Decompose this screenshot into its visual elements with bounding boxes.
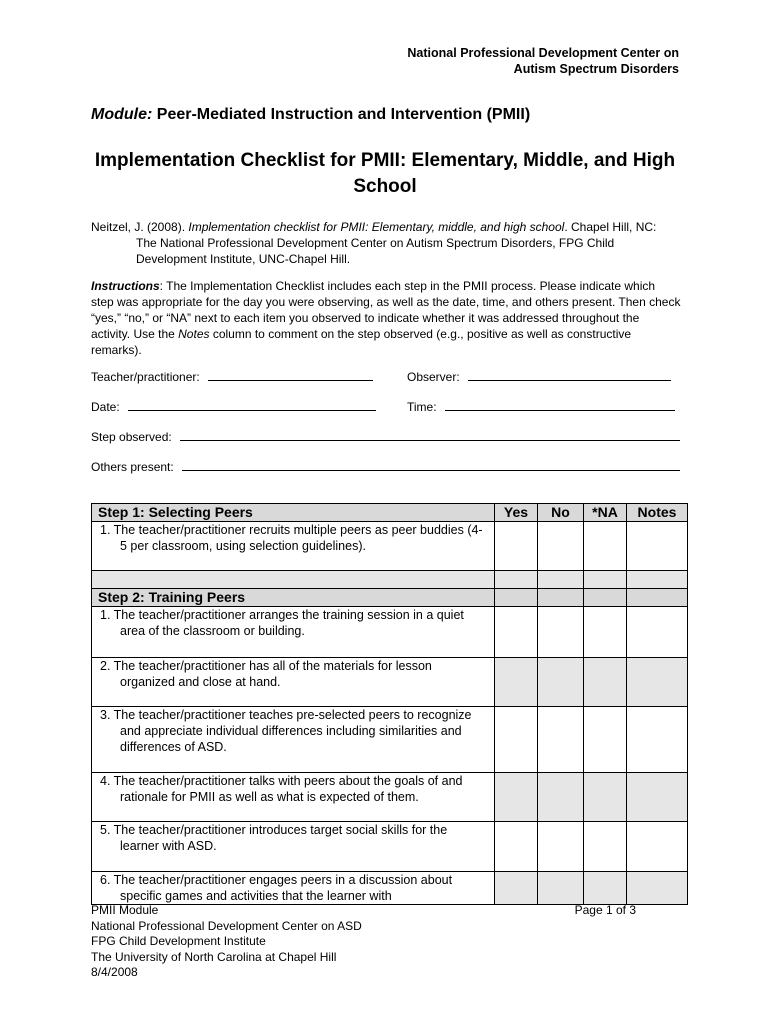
spacer-cell bbox=[92, 571, 495, 589]
na-cell[interactable] bbox=[584, 872, 627, 905]
date-line[interactable] bbox=[128, 398, 376, 411]
step-2-header-row bbox=[92, 589, 688, 607]
page-number: Page 1 of 3 bbox=[574, 903, 636, 917]
header-blank-cell bbox=[495, 589, 538, 607]
others-present-label: Others present: bbox=[91, 460, 174, 474]
module-label: Module: bbox=[91, 106, 153, 123]
time-line[interactable] bbox=[445, 398, 675, 411]
table-row bbox=[92, 872, 688, 905]
step-2-title: Step 2: Training Peers bbox=[92, 589, 495, 607]
table-row bbox=[92, 822, 688, 872]
no-cell[interactable] bbox=[538, 607, 584, 658]
table-row bbox=[92, 707, 688, 773]
footer bbox=[91, 903, 362, 981]
observer-field[interactable] bbox=[407, 368, 671, 384]
date-label: Date: bbox=[91, 400, 120, 414]
spacer-cell bbox=[627, 571, 688, 589]
no-cell[interactable] bbox=[538, 707, 584, 773]
notes-cell[interactable] bbox=[627, 522, 688, 571]
notes-cell[interactable] bbox=[627, 822, 688, 872]
header-blank-cell bbox=[627, 589, 688, 607]
item-cell bbox=[92, 522, 495, 571]
footer-line-3: FPG Child Development Institute bbox=[91, 934, 266, 948]
instructions bbox=[91, 278, 681, 358]
yes-cell[interactable] bbox=[495, 607, 538, 658]
yes-cell[interactable] bbox=[495, 872, 538, 905]
table-row bbox=[92, 773, 688, 822]
footer-line-2: National Professional Development Center on ASD bbox=[91, 918, 362, 933]
module-name: Peer-Mediated Instruction and Intervention (PMII) bbox=[156, 106, 531, 123]
item-text: 4. The teacher/practitioner talks with peers about the goals of and rationale for PMII as well as what is expected of them. bbox=[100, 774, 463, 804]
table-row bbox=[92, 658, 688, 707]
item-text: 2. The teacher/practitioner has all of the materials for lesson organized and close at hand. bbox=[100, 659, 432, 689]
notes-cell[interactable] bbox=[627, 658, 688, 707]
organization-header bbox=[339, 45, 679, 77]
col-notes-header: Notes bbox=[627, 504, 688, 522]
observer-label: Observer: bbox=[407, 370, 460, 384]
date-field[interactable] bbox=[91, 398, 376, 414]
implementation-checklist-table bbox=[91, 503, 688, 905]
others-present-line[interactable] bbox=[182, 458, 680, 471]
item-text: 1. The teacher/practitioner arranges the training session in a quiet area of the classroom or building. bbox=[100, 608, 464, 638]
spacer-cell bbox=[538, 571, 584, 589]
table-row bbox=[92, 607, 688, 658]
item-text: 6. The teacher/practitioner engages peers in a discussion about specific games and activities that the learner with bbox=[100, 873, 453, 903]
spacer-row bbox=[92, 571, 688, 589]
footer-line-1: PMII Module bbox=[91, 903, 159, 917]
item-cell bbox=[92, 773, 495, 822]
step-observed-label: Step observed: bbox=[91, 430, 172, 444]
step-observed-line[interactable] bbox=[180, 428, 680, 441]
col-na-header: *NA bbox=[584, 504, 627, 522]
na-cell[interactable] bbox=[584, 773, 627, 822]
no-cell[interactable] bbox=[538, 773, 584, 822]
no-cell[interactable] bbox=[538, 872, 584, 905]
notes-cell[interactable] bbox=[627, 707, 688, 773]
notes-cell[interactable] bbox=[627, 607, 688, 658]
yes-cell[interactable] bbox=[495, 822, 538, 872]
page-title: Implementation Checklist for PMII: Elementary, Middle, and High School bbox=[94, 150, 676, 197]
module-heading bbox=[91, 106, 530, 124]
col-no-header: No bbox=[538, 504, 584, 522]
footer-line-5: 8/4/2008 bbox=[91, 965, 138, 979]
notes-cell[interactable] bbox=[627, 773, 688, 822]
item-cell bbox=[92, 822, 495, 872]
no-cell[interactable] bbox=[538, 658, 584, 707]
item-cell bbox=[92, 607, 495, 658]
yes-cell[interactable] bbox=[495, 658, 538, 707]
instructions-label: Instructions bbox=[91, 279, 160, 293]
yes-cell[interactable] bbox=[495, 707, 538, 773]
spacer-cell bbox=[495, 571, 538, 589]
spacer-cell bbox=[584, 571, 627, 589]
step-1-header-row bbox=[92, 504, 688, 522]
notes-cell[interactable] bbox=[627, 872, 688, 905]
item-text: 1. The teacher/practitioner recruits multiple peers as peer buddies (4-5 per classroom, using selection guidelines). bbox=[100, 523, 483, 553]
citation bbox=[91, 219, 671, 267]
org-line-1: National Professional Development Center on bbox=[407, 46, 679, 60]
citation-author: Neitzel, J. (2008). bbox=[91, 220, 189, 234]
item-text: 3. The teacher/practitioner teaches pre-selected peers to recognize and appreciate individual differences including similarities and differences of ASD. bbox=[100, 708, 472, 754]
step-observed-field[interactable] bbox=[91, 428, 680, 444]
footer-line-4: The University of North Carolina at Chapel Hill bbox=[91, 949, 337, 964]
no-cell[interactable] bbox=[538, 822, 584, 872]
na-cell[interactable] bbox=[584, 607, 627, 658]
item-cell bbox=[92, 872, 495, 905]
teacher-field[interactable] bbox=[91, 368, 373, 384]
teacher-line[interactable] bbox=[208, 368, 373, 381]
item-text: 5. The teacher/practitioner introduces target social skills for the learner with ASD. bbox=[100, 823, 448, 853]
time-label: Time: bbox=[407, 400, 437, 414]
yes-cell[interactable] bbox=[495, 522, 538, 571]
org-line-2: Autism Spectrum Disorders bbox=[513, 62, 679, 76]
na-cell[interactable] bbox=[584, 522, 627, 571]
na-cell[interactable] bbox=[584, 822, 627, 872]
table-row bbox=[92, 522, 688, 571]
citation-rest: . Chapel Hill, NC: The National Professional Development Center on Autism Spectrum Disorders, FPG Child Development Institute, UNC-Chapel Hill. bbox=[136, 220, 657, 266]
instructions-notes-word: Notes bbox=[178, 327, 210, 341]
instructions-text-2: column to comment on the step observed (e.g., positive as well as constructive remarks). bbox=[91, 327, 632, 357]
header-blank-cell bbox=[538, 589, 584, 607]
teacher-label: Teacher/practitioner: bbox=[91, 370, 200, 384]
step-1-title: Step 1: Selecting Peers bbox=[92, 504, 495, 522]
instructions-text-1: : The Implementation Checklist includes each step in the PMII process. Please indicate which step was appropriate for the day you were observing, as well as the date, time, and others present. Then check “yes,” “no,” or “NA” next to each item you observed to indicate whether it was addressed throughout the activity. Use the bbox=[91, 279, 681, 341]
na-cell[interactable] bbox=[584, 707, 627, 773]
citation-work: Implementation checklist for PMII: Elementary, middle, and high school bbox=[188, 220, 565, 234]
header-blank-cell bbox=[584, 589, 627, 607]
yes-cell[interactable] bbox=[495, 773, 538, 822]
item-cell bbox=[92, 707, 495, 773]
time-field[interactable] bbox=[407, 398, 675, 414]
others-present-field[interactable] bbox=[91, 458, 680, 474]
observer-line[interactable] bbox=[468, 368, 671, 381]
no-cell[interactable] bbox=[538, 522, 584, 571]
item-cell bbox=[92, 658, 495, 707]
na-cell[interactable] bbox=[584, 658, 627, 707]
col-yes-header: Yes bbox=[495, 504, 538, 522]
